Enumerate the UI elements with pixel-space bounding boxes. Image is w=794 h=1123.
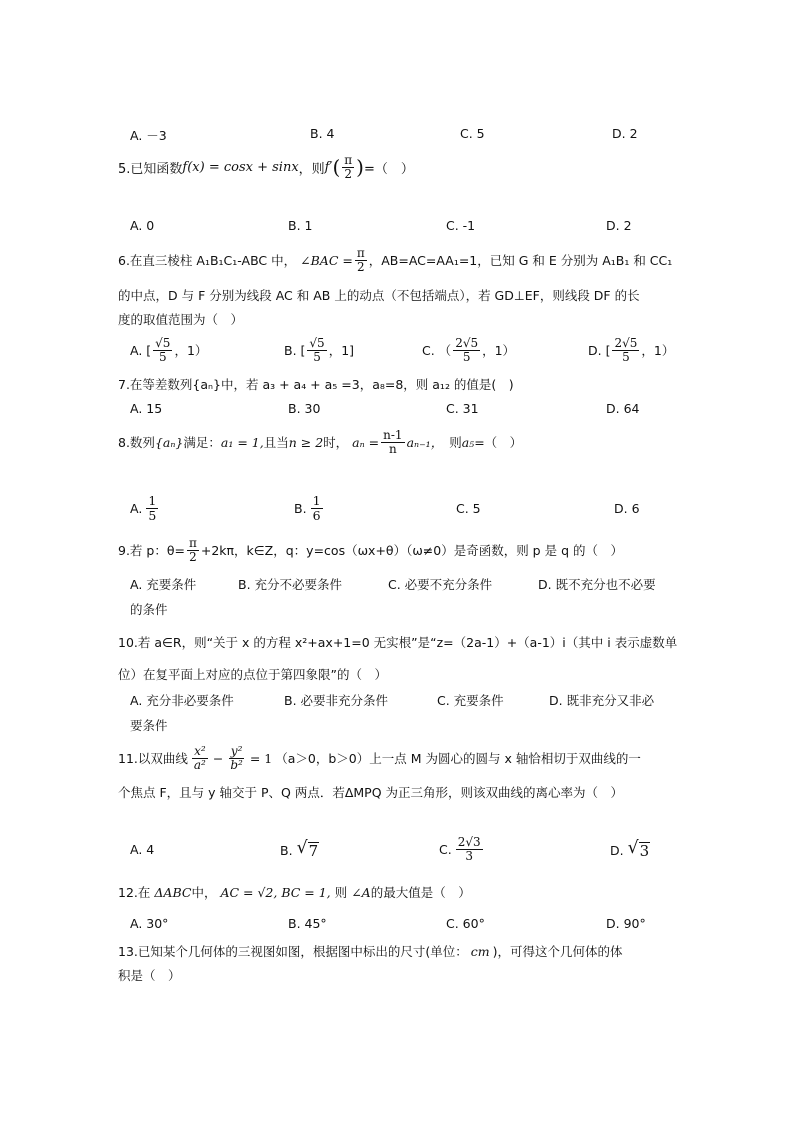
q13-line-2: 积是（ ） <box>118 968 181 983</box>
q6-line-1a: 6.在直三棱柱 A₁B₁C₁-ABC 中， <box>118 253 297 268</box>
q6-angle-fraction: $\frac{\pi}{2}$ <box>356 245 365 274</box>
q10-option-d-cont: 要条件 <box>130 718 168 733</box>
q8-sequence: {aₙ} <box>154 434 184 450</box>
q7-option-b: B. 30 <box>288 401 321 416</box>
q12-option-c: C. 60° <box>446 916 485 931</box>
q6-option-c: C. （ $\frac{2√5}{5}$ ，1） <box>422 335 516 364</box>
q7-option-a: A. 15 <box>130 401 163 416</box>
q5-tail: =（ ） <box>363 161 414 177</box>
q13-line-1: 13.已知某个几何体的三视图如图，根据图中标出的尺寸(单位： cm )，可得这个几何体的体 <box>118 943 623 959</box>
q5-arg-fraction: $\frac{\pi}{2}$ <box>344 152 353 181</box>
sqrt-icon: √ 3 <box>627 838 650 861</box>
q8-fraction: $\frac{n-1}{n}$ <box>383 427 403 456</box>
q11-line-2: 个焦点 F，且与 y 轴交于 P、Q 两点．若ΔMPQ 为正三角形，则该双曲线的离心率为（ ） <box>118 785 624 800</box>
q5-mid: ，则 <box>298 161 325 177</box>
q12-option-b: B. 45° <box>288 916 327 931</box>
q8-option-b: B. $\frac{1}{6}$ <box>294 493 321 523</box>
q9-option-d: D. 既不充分也不必要 <box>538 577 656 592</box>
q10-line-2: 位）在复平面上对应的点位于第四象限”的（ ） <box>118 667 387 682</box>
q9-option-a: A. 充要条件 <box>130 577 197 592</box>
q4-option-d: D. 2 <box>612 126 638 141</box>
q6-angle: ∠BAC = <box>300 252 353 268</box>
q5-prefix: 5.已知函数 <box>118 161 183 177</box>
q11-option-c: C. $\frac{2√3}{3}$ <box>439 834 481 863</box>
q5-option-d: D. 2 <box>606 218 632 233</box>
q7-stem: 7.在等差数列{aₙ}中，若 a₃ + a₄ + a₅ =3，a₈=8，则 a₁₂ 的值是( ) <box>118 377 514 392</box>
q8-stem: 8.数列 {aₙ} 满足： a₁ = 1, 且当 n ≥ 2 时， aₙ = $\frac{n-1}{n}$ aₙ₋₁， 则 a₅ =（ ） <box>118 427 523 456</box>
q10-option-d: D. 既非充分又非必 <box>549 693 655 708</box>
q4-option-b: B. 4 <box>310 126 335 141</box>
q5-option-c: C. -1 <box>446 218 476 233</box>
q6-option-d: D. [ $\frac{2√5}{5}$ ，1） <box>588 335 675 364</box>
q8-option-a: A. $\frac{1}{5}$ <box>130 493 157 523</box>
q11-option-d: D. √ 3 <box>610 838 650 861</box>
q6-option-b: B. [ $\frac{√5}{5}$ ，1] <box>284 335 355 364</box>
q6-line-1b: ，AB=AC=AA₁=1，已知 G 和 E 分别为 A₁B₁ 和 CC₁ <box>368 253 673 268</box>
q10-option-a: A. 充分非必要条件 <box>130 693 234 708</box>
q12-option-a: A. 30° <box>130 916 169 931</box>
sqrt-icon: √ 7 <box>296 838 319 861</box>
q5-option-a: A. 0 <box>130 218 155 233</box>
q7-option-d: D. 64 <box>606 401 640 416</box>
q9-option-b: B. 充分不必要条件 <box>238 577 343 592</box>
q5-derivative: f′ <box>324 159 333 175</box>
q4-option-a: A. －3 <box>130 128 167 143</box>
q6-line-2: 的中点，D 与 F 分别为线段 AC 和 AB 上的动点（不包括端点），若 GD⊥EF，则线段 DF 的长 <box>118 288 640 303</box>
q9-option-d-cont: 的条件 <box>130 602 168 617</box>
q11-option-a: A. 4 <box>130 842 155 857</box>
q4-option-c: C. 5 <box>460 126 485 141</box>
q11-line-1: 11.以双曲线 $\frac{\text{x²}}{\text{a²}}$ − $\frac{\text{y²}}{\text{b²}}$ = 1 （a＞0，b＞0）上一点 M 为圆心的圆与 x 轴恰相切于双曲线的一 <box>118 743 641 772</box>
q12-stem: 12.在 ΔABC 中， AC = √2, BC = 1, 则 ∠A 的最大值是（ ） <box>118 884 471 900</box>
q6-option-a: A. [ $\frac{√5}{5}$ ，1） <box>130 335 208 364</box>
q11-option-b: B. √ 7 <box>280 838 319 861</box>
q8-option-d: D. 6 <box>614 501 640 516</box>
q5-stem: 5.已知函数 f(x) = cosx + sinx ，则 f′ ( $\frac{\pi}{2}$ ) =（ ） <box>118 152 414 181</box>
q12-option-d: D. 90° <box>606 916 646 931</box>
q10-line-1: 10.若 a∈R，则“关于 x 的方程 x²+ax+1=0 无实根”是“z=（2a-1）+（a-1）i（其中 i 表示虚数单 <box>118 635 678 650</box>
q5-function: f(x) = cosx + sinx <box>182 159 299 175</box>
q10-option-b: B. 必要非充分条件 <box>284 693 389 708</box>
q8-option-c: C. 5 <box>456 501 481 516</box>
q6-line-1 <box>118 244 672 276</box>
q7-option-c: C. 31 <box>446 401 479 416</box>
q10-option-c: C. 充要条件 <box>437 693 504 708</box>
q5-option-b: B. 1 <box>288 218 313 233</box>
q6-line-3: 度的取值范围为（ ） <box>118 312 244 327</box>
q9-stem: 9.若 p：θ= $\frac{\pi}{2}$ +2kπ，k∈Z，q：y=cos（ωx+θ）（ω≠0）是奇函数，则 p 是 q 的（ ） <box>118 535 623 564</box>
q9-option-c: C. 必要不充分条件 <box>388 577 493 592</box>
